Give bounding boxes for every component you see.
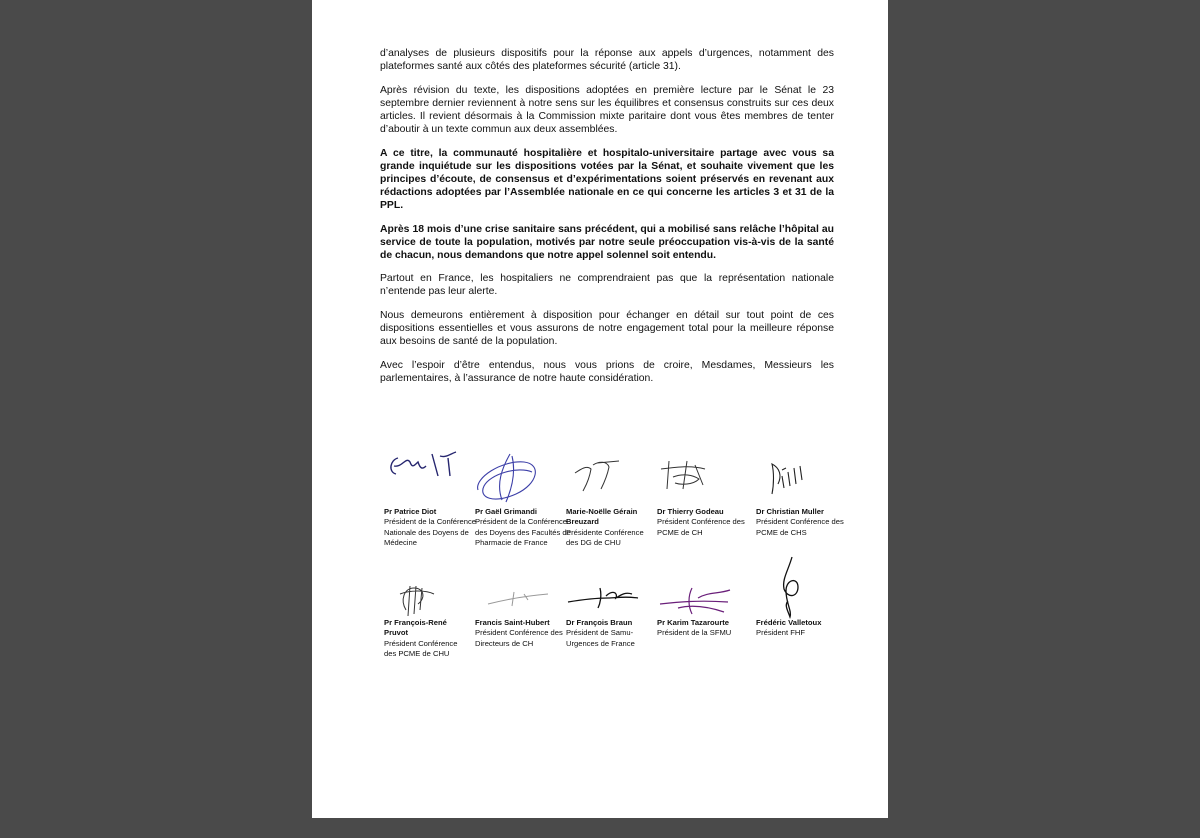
signature-image-godeau — [657, 455, 717, 495]
signatory-title: Président Conférence des Directeurs de CH — [475, 628, 563, 648]
signature-image-valletoux — [764, 555, 814, 625]
signatory-name: Dr Thierry Godeau — [657, 507, 724, 516]
signature-image-gerain-breuzard — [567, 455, 631, 495]
signature-image-tazarourte — [658, 582, 734, 618]
signatory-name: Dr François Braun — [566, 618, 633, 627]
document-page — [312, 0, 888, 818]
signatory-title: Président de la Conférence Nationale des Doyens de Médecine — [384, 517, 477, 548]
signatory-block-muller — [756, 507, 846, 538]
signatory-block-saint-hubert — [475, 618, 575, 649]
signatory-name: Marie-Noëlle Gérain Breuzard — [566, 507, 638, 527]
signatory-title: Président Conférence des PCME de CHU — [384, 638, 458, 659]
signatory-block-godeau — [657, 507, 747, 538]
signatory-block-valletoux — [756, 618, 846, 639]
signatory-name: Francis Saint-Hubert — [475, 618, 550, 627]
signatory-name: Pr Gaël Grimandi — [475, 507, 538, 516]
signatory-title: Présidente Conférence des DG de CHU — [566, 527, 644, 548]
signature-image-braun — [566, 582, 642, 612]
signature-image-pruvot — [386, 580, 446, 620]
signatory-name: Frédéric Valletoux — [756, 618, 822, 627]
signature-image-saint-hubert — [484, 584, 554, 614]
signatory-block-pruvot — [384, 618, 470, 660]
signatory-block-tazarourte — [657, 618, 747, 639]
paragraph-7: Avec l’espoir d’être entendus, nous vous prions de croire, Mesdames, Messieurs les parlementaires, à l’assurance de notre haute considération. — [380, 359, 834, 384]
signatory-title: Président Conférence des PCME de CH — [657, 517, 745, 537]
letter-body — [380, 47, 834, 395]
paragraph-2: Après révision du texte, les dispositions adoptées en première lecture par le Sénat le 23 septembre dernier reviennent à notre sens sur les équilibres et consensus construits sur ces deux articles. Il revient désormais à la Commission mixte paritaire dont vous êtes membres de tenter d’aboutir à un texte commun aux deux assemblées. — [380, 84, 834, 135]
signatory-title: Président de Samu-Urgences de France — [566, 628, 635, 648]
signatory-title: Président Conférence des PCME de CHS — [756, 517, 844, 537]
signatory-block-diot — [384, 507, 484, 549]
signatory-name: Pr François-René Pruvot — [384, 618, 447, 638]
signatory-block-braun — [566, 618, 652, 649]
paragraph-6: Nous demeurons entièrement à disposition pour échanger en détail sur tout point de ces dispositions essentielles et vous assurons de notre engagement total pour la meilleure réponse aux besoins de santé de la population. — [380, 310, 834, 348]
signatory-name: Dr Christian Muller — [756, 507, 824, 516]
signatory-title: Président FHF — [756, 628, 805, 638]
paragraph-3: A ce titre, la communauté hospitalière et hospitalo-universitaire partage avec vous sa grande inquiétude sur les dispositions votées par la Sénat, et souhaite vivement que les principes d’écoute, de consensus et d’expérimentations soient préservés en revenant aux rédactions adoptées par l’Assemblée nationale en ce qui concerne les articles 3 et 31 de la PPL. — [380, 147, 834, 211]
signatory-title: Président de la Conférence des Doyens des Facultés de Pharmacie de France — [475, 517, 571, 548]
paragraph-5: Partout en France, les hospitaliers ne comprendraient pas que la représentation nationale n’entende pas leur alerte. — [380, 273, 834, 298]
signatory-block-grimandi — [475, 507, 575, 549]
signatory-title: Président de la SFMU — [657, 628, 732, 638]
signature-image-muller — [762, 458, 812, 498]
signatory-name: Pr Patrice Diot — [384, 507, 437, 516]
paragraph-1: d’analyses de plusieurs dispositifs pour la réponse aux appels d’urgences, notamment des plateformes santé aux côtés des plateformes sécurité (article 31). — [380, 48, 834, 73]
signatory-name: Pr Karim Tazarourte — [657, 618, 730, 627]
signature-image-diot — [386, 448, 466, 482]
signature-image-grimandi — [472, 450, 546, 506]
signatory-block-gerain-breuzard — [566, 507, 652, 549]
paragraph-4: Après 18 mois d’une crise sanitaire sans précédent, qui a mobilisé sans relâche l’hôpital au service de toute la population, motivés par notre seule préoccupation vis-à-vis de la santé de chacun, nous demandons que notre appel solennel soit entendu. — [380, 223, 834, 261]
